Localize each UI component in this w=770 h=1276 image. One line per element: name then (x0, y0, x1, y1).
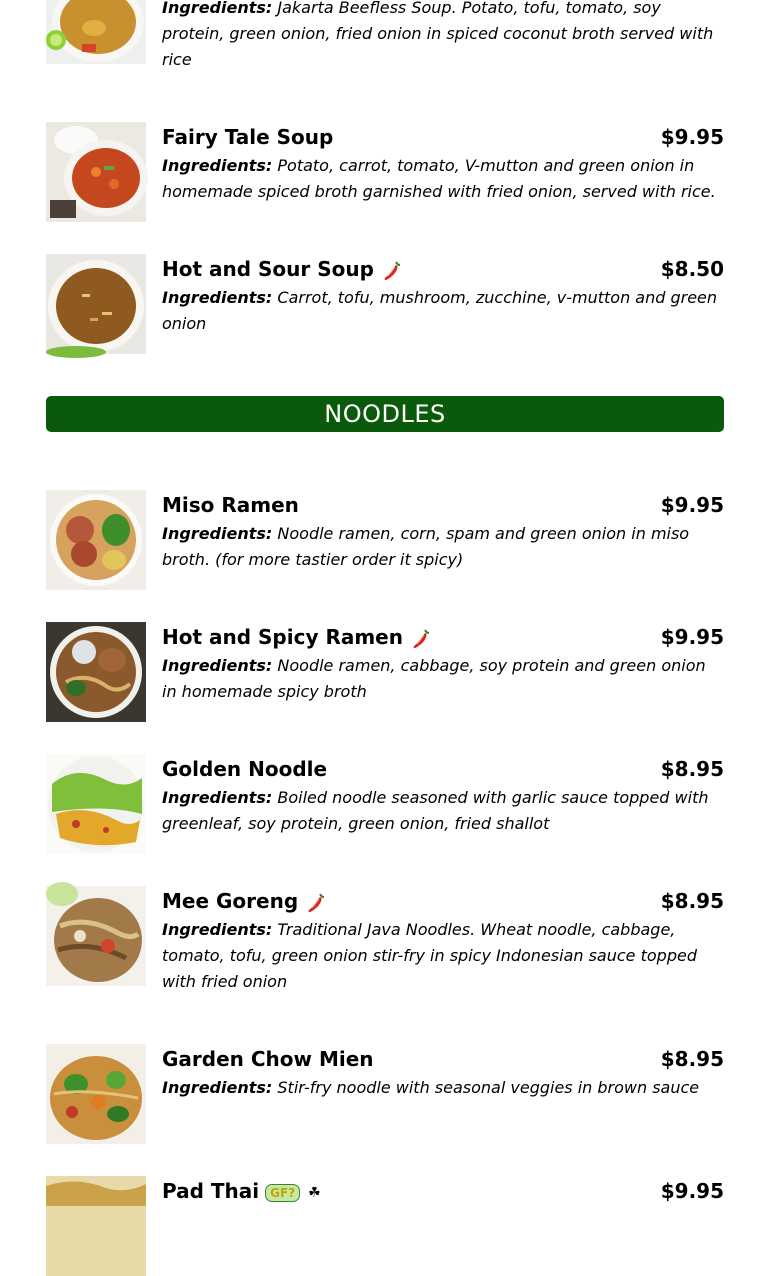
ingredients-text: Jakarta Beefless Soup. Potato, tofu, tomato, soy protein, green onion, fried onion in spiced coconut broth served with rice (162, 0, 714, 69)
dish-photo (46, 886, 146, 986)
dish-photo (46, 1176, 146, 1190)
ingredients-label: Ingredients: (162, 788, 273, 807)
item-name (162, 626, 431, 650)
item-name-text: Mee Goreng (162, 889, 299, 913)
menu-item-garden-chow-mien[interactable] (46, 1044, 724, 1144)
item-description (162, 917, 724, 995)
dish-photo (46, 622, 146, 722)
item-name-text: Hot and Spicy Ramen (162, 625, 403, 649)
item-name: Fairy Tale Soup (162, 125, 334, 149)
ingredients-label: Ingredients: (162, 656, 273, 675)
ingredients-text: Traditional Java Noodles. Wheat noodle, cabbage, tomato, tofu, green onion stir-fry in spicy Indonesian sauce topped with fried onion (162, 920, 697, 991)
chili-pepper-icon (411, 628, 431, 650)
ingredients-text: Potato, carrot, tomato, V-mutton and green onion in homemade spiced broth garnished with fried onion, served with rice. (162, 156, 716, 201)
item-description (162, 0, 724, 73)
menu-item-mee-goreng[interactable] (46, 886, 724, 991)
chili-pepper-icon (306, 892, 326, 914)
item-name (162, 258, 402, 282)
ingredients-label: Ingredients: (162, 0, 273, 17)
item-name: Miso Ramen (162, 493, 299, 517)
item-description (162, 153, 724, 205)
item-price: $9.95 (660, 1179, 724, 1203)
menu-item[interactable] (46, 0, 724, 69)
item-name (162, 1180, 321, 1204)
ingredients-label: Ingredients: (162, 288, 273, 307)
ingredients-label: Ingredients: (162, 156, 273, 175)
item-name-text: Hot and Sour Soup (162, 257, 374, 281)
item-price: $8.50 (660, 257, 724, 281)
item-price: $8.95 (660, 889, 724, 913)
ingredients-text: Stir-fry noodle with seasonal veggies in brown sauce (277, 1078, 700, 1097)
section-header-noodles: NOODLES (46, 396, 724, 432)
item-name: Golden Noodle (162, 757, 328, 781)
menu-item-pad-thai[interactable] (46, 1176, 724, 1203)
ingredients-text: Carrot, tofu, mushroom, zucchine, v-mutton and green onion (162, 288, 718, 333)
item-price: $9.95 (660, 125, 724, 149)
ingredients-label: Ingredients: (162, 920, 273, 939)
item-name: Garden Chow Mien (162, 1047, 374, 1071)
dish-photo (46, 254, 146, 354)
item-description (162, 653, 724, 705)
item-name-text: Pad Thai (162, 1179, 260, 1203)
dish-photo (46, 0, 146, 64)
ingredients-label: Ingredients: (162, 524, 273, 543)
dish-photo (46, 1044, 146, 1144)
chili-pepper-icon (382, 260, 402, 282)
dish-photo (46, 754, 146, 854)
item-price: $9.95 (660, 493, 724, 517)
item-price: $8.95 (660, 1047, 724, 1071)
gluten-free-badge: GF? (265, 1184, 300, 1202)
menu-item-hot-and-spicy-ramen[interactable] (46, 622, 724, 722)
item-price: $9.95 (660, 625, 724, 649)
item-name (162, 890, 326, 914)
item-description (162, 521, 724, 573)
menu-item-fairy-tale-soup[interactable] (46, 122, 724, 222)
item-price: $8.95 (660, 757, 724, 781)
leaf-icon: ☘ (308, 1184, 321, 1201)
dish-photo (46, 490, 146, 590)
ingredients-text: Noodle ramen, corn, spam and green onion in miso broth. (for more tastier order it spicy) (162, 524, 690, 569)
menu-item-hot-and-sour-soup[interactable] (46, 254, 724, 354)
menu-item-miso-ramen[interactable] (46, 490, 724, 590)
dish-photo (46, 122, 146, 222)
item-description (162, 285, 724, 337)
ingredients-text: Boiled noodle seasoned with garlic sauce topped with greenleaf, soy protein, green onion, fried shallot (162, 788, 709, 833)
item-description (162, 785, 724, 837)
item-description (162, 1075, 724, 1101)
menu-item-golden-noodle[interactable] (46, 754, 724, 854)
ingredients-text: Noodle ramen, cabbage, soy protein and green onion in homemade spicy broth (162, 656, 706, 701)
ingredients-label: Ingredients: (162, 1078, 273, 1097)
